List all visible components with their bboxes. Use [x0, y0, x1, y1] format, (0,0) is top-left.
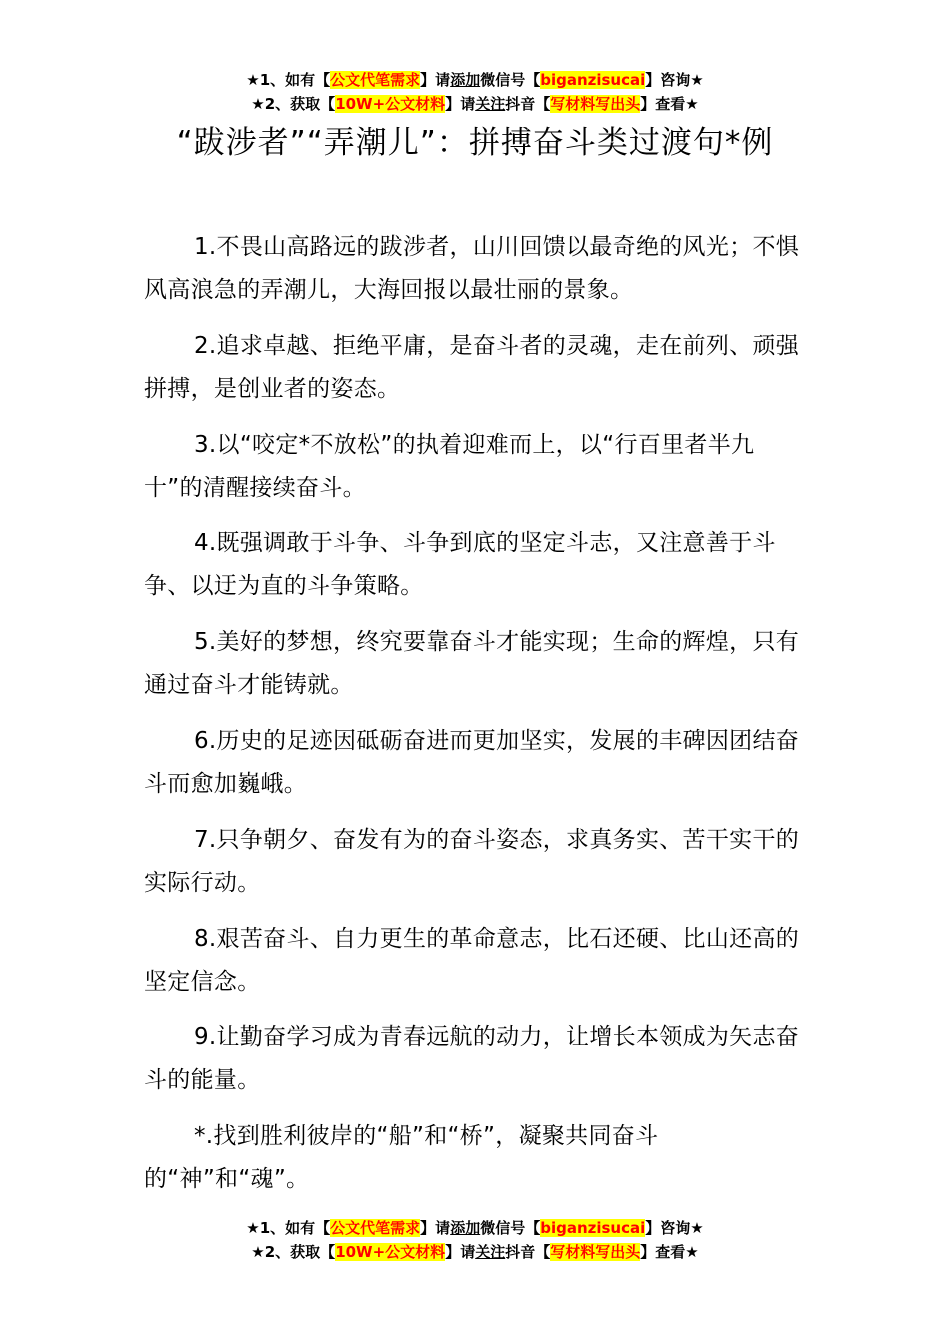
paragraph-2: 2.追求卓越、拒绝平庸，是奋斗者的灵魂，走在前列、顽强拼搏，是创业者的姿态。 [144, 332, 800, 402]
promo-text: ★1、如有【 [246, 1219, 331, 1237]
promo-underlined: 添加 [450, 1219, 481, 1237]
promo-text: 】咨询★ [645, 71, 704, 89]
promo-highlight: 10W+公文材料 [335, 1243, 446, 1261]
promo-highlight-wechat-id: biganzisucai [540, 1219, 646, 1237]
promo-text: 微信号【 [480, 1219, 541, 1237]
paragraph-7: 7.只争朝夕、奋发有为的奋斗姿态，求真务实、苦干实干的实际行动。 [144, 826, 800, 896]
promo-line-2 [0, 92, 950, 116]
paragraph-1: 1.不畏山高路远的跋涉者，山川回馈以最奇绝的风光；不惧风高浪急的弄潮儿，大海回报以最壮丽的景象。 [144, 234, 800, 303]
promo-text: ★2、获取【 [251, 1243, 336, 1261]
paragraph-3: 3.以“咬定*不放松”的执着迎难而上，以“行百里者半九十”的清醒接续奋斗。 [144, 431, 755, 501]
paragraph-10: *.找到胜利彼岸的“船”和“桥”，凝聚共同奋斗的“神”和“魂”。 [144, 1123, 659, 1193]
promo-underlined: 关注 [475, 1243, 506, 1261]
promo-text: 】请 [445, 1243, 476, 1261]
document-title: “跋涉者”“弄潮儿”：拼搏奋斗类过渡句*例 [176, 125, 774, 161]
promo-highlight: 公文代笔需求 [330, 71, 421, 89]
promo-text: 】请 [420, 71, 451, 89]
promo-text: 】查看★ [640, 95, 699, 113]
promo-text: 抖音【 [505, 95, 551, 113]
promo-text: ★2、获取【 [251, 95, 336, 113]
promo-line-1 [0, 1216, 950, 1240]
promo-text: 】咨询★ [645, 1219, 704, 1237]
promo-line-1 [0, 68, 950, 92]
promo-line-2 [0, 1240, 950, 1264]
promo-text: 抖音【 [505, 1243, 551, 1261]
promo-footer [0, 1216, 950, 1264]
document-body [144, 226, 810, 1214]
promo-highlight: 10W+公文材料 [335, 95, 446, 113]
promo-text: ★1、如有【 [246, 71, 331, 89]
promo-header [0, 68, 950, 116]
promo-text: 】查看★ [640, 1243, 699, 1261]
promo-highlight: 公文代笔需求 [330, 1219, 421, 1237]
promo-highlight-wechat-id: biganzisucai [540, 71, 646, 89]
paragraph-4: 4.既强调敢于斗争、斗争到底的坚定斗志，又注意善于斗争、以迂为直的斗争策略。 [144, 530, 776, 600]
paragraph-6: 6.历史的足迹因砥砺奋进而更加坚实，发展的丰碑因团结奋斗而愈加巍峨。 [144, 727, 800, 797]
promo-underlined: 添加 [450, 71, 481, 89]
promo-highlight-douyin: 写材料写出头 [550, 1243, 641, 1261]
promo-text: 微信号【 [480, 71, 541, 89]
promo-highlight-douyin: 写材料写出头 [550, 95, 641, 113]
promo-text: 】请 [445, 95, 476, 113]
promo-underlined: 关注 [475, 95, 506, 113]
promo-text: 】请 [420, 1219, 451, 1237]
paragraph-9: 9.让勤奋学习成为青春远航的动力，让增长本领成为矢志奋斗的能量。 [144, 1024, 800, 1094]
paragraph-5: 5.美好的梦想，终究要靠奋斗才能实现；生命的辉煌，只有通过奋斗才能铸就。 [144, 629, 800, 699]
paragraph-8: 8.艰苦奋斗、自力更生的革命意志，比石还硬、比山还高的坚定信念。 [144, 925, 800, 995]
